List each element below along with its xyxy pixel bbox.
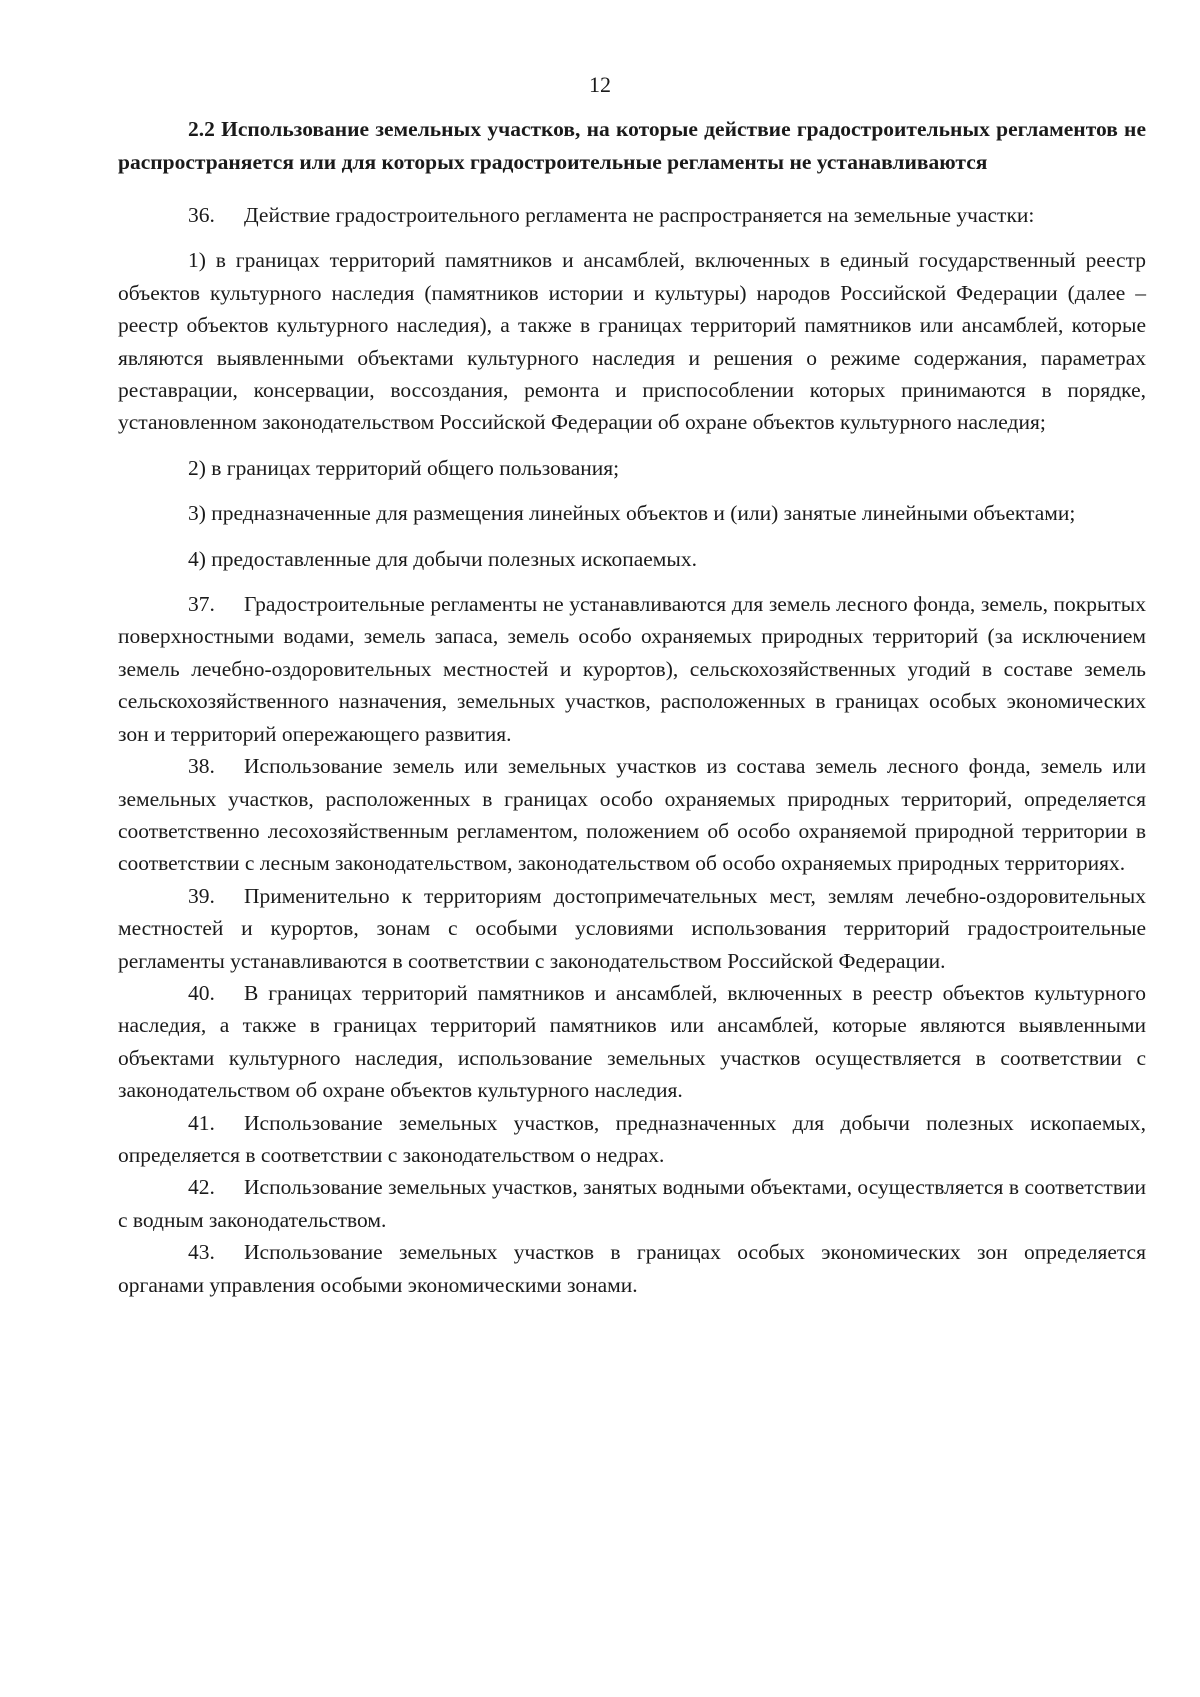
clause-39 (118, 880, 1146, 977)
clause-text: Действие градостроительного регламента не распространяется на земельные участки: (244, 203, 1035, 227)
clause-text: Применительно к территориям достопримечательных мест, землям лечебно-оздоровительных местностей и курортов, зонам с особыми условиями использования территорий градостроительные регламенты устанавливаются в соответствии с законодательством Российской Федерации. (118, 883, 1146, 973)
clause-42 (118, 1171, 1146, 1236)
subitem-2: 2) в границах территорий общего пользования; (188, 455, 620, 480)
clause-38 (118, 750, 1146, 880)
clause-43 (118, 1236, 1146, 1301)
document-body (118, 113, 1146, 1301)
clause-number: 41. (188, 1110, 215, 1135)
section-heading: 2.2 Использование земельных участков, на которые действие градостроительных регламентов не распространяется или для которых градостроительные регламенты не устанавливаются (118, 117, 1146, 174)
subitem-4: 4) предоставленные для добычи полезных ископаемых. (188, 546, 697, 571)
clause-number: 38. (188, 754, 215, 779)
subitem-1: 1) в границах территорий памятников и ансамблей, включенных в единый государственный реестр объектов культурного наследия (памятников истории и культуры) народов Российской Федерации (далее – реестр объектов культурного наследия), а также в границах территорий памятников или ансамблей, которые являются выявленными объектами культурного наследия и решения о режиме содержания, параметрах реставрации, консервации, воссоздания, ремонта и приспособлении которых принимаются в порядке, установленном законодательством Российской Федерации об охране объектов культурного наследия; (118, 248, 1146, 435)
clause-40 (118, 977, 1146, 1107)
clause-36 (118, 199, 1146, 231)
clause-number: 40. (188, 980, 215, 1005)
clause-number: 39. (188, 883, 215, 908)
clause-text: В границах территорий памятников и ансамблей, включенных в реестр объектов культурного наследия, а также в границах территорий памятников или ансамблей, которые являются выявленными объектами культурного наследия, использование земельных участков осуществляется в соответствии с законодательством об охране объектов культурного наследия. (118, 980, 1146, 1103)
clause-41 (118, 1107, 1146, 1172)
clause-text: Использование земельных участков в границах особых экономических зон определяется органами управления особыми экономическими зонами. (118, 1240, 1146, 1297)
subitem-3: 3) предназначенные для размещения линейных объектов и (или) занятые линейными объектами; (188, 501, 1076, 526)
clause-37 (118, 588, 1146, 750)
clause-text: Градостроительные регламенты не устанавливаются для земель лесного фонда, земель, покрытых поверхностными водами, земель запаса, земель особо охраняемых природных территорий (за исключением земель лечебно-оздоровительных местностей и курортов), сельскохозяйственных угодий в составе земель сельскохозяйственного назначения, земельных участков, расположенных в границах особых экономических зон и территорий опережающего развития. (118, 592, 1146, 746)
clause-number: 37. (188, 592, 215, 617)
page-number: 12 (589, 72, 611, 97)
clause-text: Использование земельных участков, занятых водными объектами, осуществляется в соответствии с водным законодательством. (118, 1175, 1146, 1232)
clause-number: 43. (188, 1240, 215, 1265)
clause-number: 42. (188, 1175, 215, 1200)
clause-text: Использование земель или земельных участков из состава земель лесного фонда, земель или земельных участков, расположенных в границах особо охраняемых природных территорий, определяется соответственно лесохозяйственным регламентом, положением об особо охраняемой природной территории в соответствии с лесным законодательством, законодательством об особо охраняемых природных территориях. (118, 754, 1146, 876)
clause-number: 36. (188, 203, 215, 227)
clause-text: Использование земельных участков, предназначенных для добычи полезных ископаемых, определяется в соответствии с законодательством о недрах. (118, 1110, 1146, 1167)
